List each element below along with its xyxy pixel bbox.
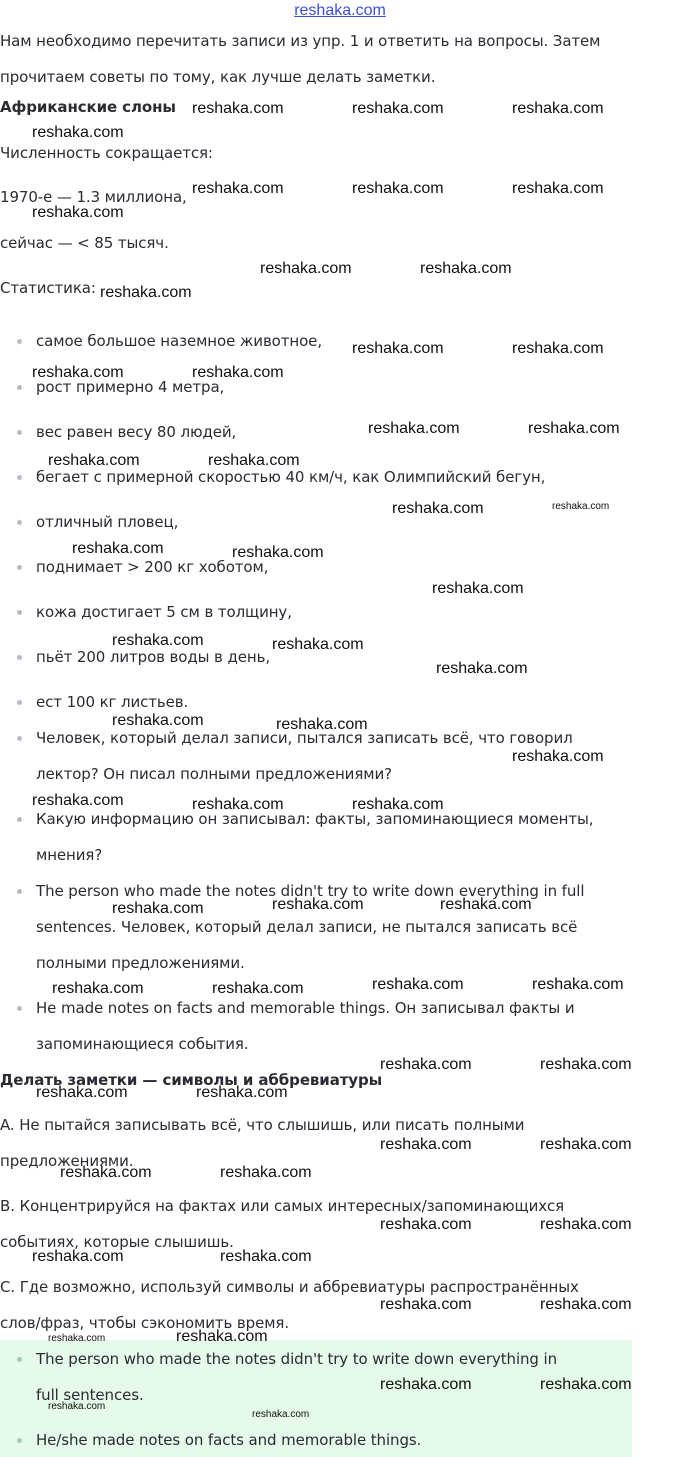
- list-item: отличный пловец,: [36, 513, 179, 531]
- watermark: reshaka.com: [276, 716, 368, 733]
- watermark: reshaka.com: [272, 636, 364, 653]
- decline-now: сейчас — < 85 тысяч.: [0, 234, 169, 252]
- decline-label: Численность сокращается:: [0, 144, 213, 162]
- watermark: reshaka.com: [252, 1409, 310, 1420]
- watermark: reshaka.com: [192, 100, 284, 117]
- tip-a-line-1: A. Не пытайся записывать всё, что слышишь, или писать полными: [0, 1116, 525, 1134]
- tip-c-line-2: слов/фраз, чтобы сэкономить время.: [0, 1314, 290, 1332]
- answer-2-line-2: запоминающиеся события.: [36, 1035, 249, 1053]
- watermark: reshaka.com: [380, 1296, 472, 1313]
- watermark: reshaka.com: [432, 580, 524, 597]
- watermark: reshaka.com: [540, 1296, 632, 1313]
- bullet-dot: [17, 385, 22, 390]
- watermark: reshaka.com: [220, 1248, 312, 1265]
- watermark: reshaka.com: [52, 980, 144, 997]
- section-title-notes: Делать заметки — символы и аббревиатуры: [0, 1071, 383, 1089]
- answer-1-line-1: The person who made the notes didn't try to write down everything in full: [36, 882, 585, 900]
- watermark: reshaka.com: [540, 1136, 632, 1153]
- watermark: reshaka.com: [380, 1136, 472, 1153]
- watermark: reshaka.com: [192, 796, 284, 813]
- watermark: reshaka.com: [196, 1084, 288, 1101]
- watermark: reshaka.com: [112, 712, 204, 729]
- list-item: поднимает > 200 кг хоботом,: [36, 558, 269, 576]
- list-item: самое большое наземное животное,: [36, 332, 322, 350]
- watermark: reshaka.com: [32, 792, 124, 809]
- watermark: reshaka.com: [192, 180, 284, 197]
- watermark: reshaka.com: [220, 1164, 312, 1181]
- section-title-elephants: Африканские слоны: [0, 98, 176, 116]
- watermark: reshaka.com: [420, 260, 512, 277]
- list-item: ест 100 кг листьев.: [36, 693, 189, 711]
- watermark: reshaka.com: [60, 1164, 152, 1181]
- bullet-dot: [17, 565, 22, 570]
- watermark: reshaka.com: [380, 1376, 472, 1393]
- question-2-line-1: Какую информацию он записывал: факты, запоминающиеся моменты,: [36, 810, 594, 828]
- watermark: reshaka.com: [32, 364, 124, 381]
- bullet-dot: [17, 1006, 22, 1011]
- watermark: reshaka.com: [512, 180, 604, 197]
- answer-box-item-2: He/she made notes on facts and memorable things.: [36, 1431, 422, 1449]
- watermark: reshaka.com: [540, 1056, 632, 1073]
- watermark: reshaka.com: [512, 340, 604, 357]
- watermark: reshaka.com: [212, 980, 304, 997]
- bullet-dot: [17, 339, 22, 344]
- bullet-dot: [17, 1357, 22, 1362]
- watermark: reshaka.com: [528, 420, 620, 437]
- question-1-line-2: лектор? Он писал полными предложениями?: [36, 765, 392, 783]
- watermark: reshaka.com: [380, 1216, 472, 1233]
- watermark: reshaka.com: [440, 896, 532, 913]
- watermark: reshaka.com: [32, 204, 124, 221]
- watermark: reshaka.com: [272, 896, 364, 913]
- watermark: reshaka.com: [36, 1084, 128, 1101]
- list-item: кожа достигает 5 см в толщину,: [36, 603, 292, 621]
- bullet-dot: [17, 430, 22, 435]
- watermark: reshaka.com: [532, 976, 624, 993]
- watermark: reshaka.com: [372, 976, 464, 993]
- watermark: reshaka.com: [72, 540, 164, 557]
- answer-2-line-1: He made notes on facts and memorable things. Он записывал факты и: [36, 999, 575, 1017]
- watermark: reshaka.com: [392, 500, 484, 517]
- answer-box-item-1-line-1: The person who made the notes didn't try to write down everything in: [36, 1350, 557, 1368]
- bullet-dot: [17, 655, 22, 660]
- answer-1-line-2: sentences. Человек, который делал записи, не пытался записать всё: [36, 918, 578, 936]
- bullet-dot: [17, 736, 22, 741]
- bullet-dot: [17, 520, 22, 525]
- bullet-dot: [17, 610, 22, 615]
- tip-c-line-1: C. Где возможно, используй символы и аббревиатуры распространённых: [0, 1278, 579, 1296]
- question-2-line-2: мнения?: [36, 846, 103, 864]
- watermark: reshaka.com: [352, 100, 444, 117]
- watermark: reshaka.com: [368, 420, 460, 437]
- watermark: reshaka.com: [512, 100, 604, 117]
- site-link[interactable]: reshaka.com: [294, 2, 386, 19]
- list-item: пьёт 200 литров воды в день,: [36, 648, 270, 666]
- intro-line-2: прочитаем советы по тому, как лучше делать заметки.: [0, 68, 436, 86]
- watermark: reshaka.com: [48, 1333, 106, 1344]
- answer-1-line-3: полными предложениями.: [36, 954, 245, 972]
- bullet-dot: [17, 700, 22, 705]
- answer-box-item-1-line-2: full sentences.: [36, 1386, 144, 1404]
- watermark: reshaka.com: [260, 260, 352, 277]
- bullet-dot: [17, 889, 22, 894]
- watermark: reshaka.com: [352, 340, 444, 357]
- tip-a-line-2: предложениями.: [0, 1152, 134, 1170]
- list-item: вес равен весу 80 людей,: [36, 423, 237, 441]
- watermark: reshaka.com: [232, 544, 324, 561]
- watermark: reshaka.com: [436, 660, 528, 677]
- watermark: reshaka.com: [192, 364, 284, 381]
- watermark: reshaka.com: [48, 1401, 106, 1412]
- tip-b-line-1: B. Концентрируйся на фактах или самых интересных/запоминающихся: [0, 1197, 565, 1215]
- decline-1970: 1970-е — 1.3 миллиона,: [0, 188, 187, 206]
- watermark: reshaka.com: [32, 124, 124, 141]
- watermark: reshaka.com: [540, 1216, 632, 1233]
- watermark: reshaka.com: [48, 452, 140, 469]
- tip-b-line-2: событиях, которые слышишь.: [0, 1233, 234, 1251]
- watermark: reshaka.com: [176, 1328, 268, 1345]
- list-item: рост примерно 4 метра,: [36, 378, 225, 396]
- bullet-dot: [17, 475, 22, 480]
- watermark: reshaka.com: [112, 632, 204, 649]
- question-1-line-1: Человек, который делал записи, пытался записать всё, что говорил: [36, 729, 573, 747]
- intro-line-1: Нам необходимо перечитать записи из упр. 1 и ответить на вопросы. Затем: [0, 32, 601, 50]
- watermark: reshaka.com: [352, 180, 444, 197]
- bullet-dot: [17, 1438, 22, 1443]
- stats-label: Статистика:: [0, 279, 96, 297]
- list-item: бегает с примерной скоростью 40 км/ч, как Олимпийский бегун,: [36, 468, 546, 486]
- watermark: reshaka.com: [352, 796, 444, 813]
- watermark: reshaka.com: [100, 284, 192, 301]
- watermark: reshaka.com: [32, 1248, 124, 1265]
- watermark: reshaka.com: [552, 501, 610, 512]
- watermark: reshaka.com: [540, 1376, 632, 1393]
- watermark: reshaka.com: [208, 452, 300, 469]
- bullet-dot: [17, 817, 22, 822]
- watermark: reshaka.com: [380, 1056, 472, 1073]
- watermark: reshaka.com: [512, 748, 604, 765]
- watermark: reshaka.com: [112, 900, 204, 917]
